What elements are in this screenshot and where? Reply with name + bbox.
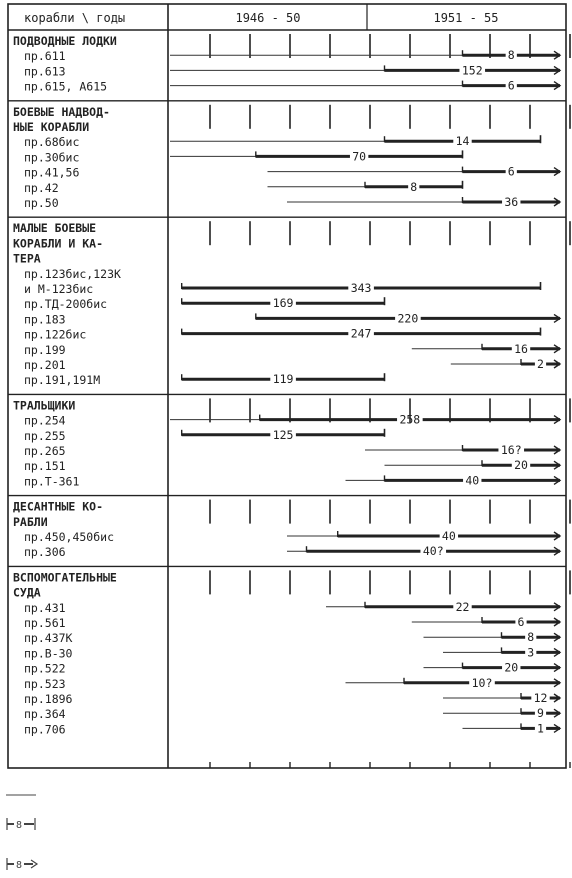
row-label: пр.523 bbox=[24, 676, 66, 691]
section-title: НЫЕ КОРАБЛИ bbox=[13, 120, 90, 134]
timeline-bar bbox=[170, 63, 560, 77]
timeline-bar bbox=[443, 691, 560, 705]
timeline-bar bbox=[287, 544, 560, 558]
timeline-bar bbox=[443, 706, 560, 720]
row-label: пр.364 bbox=[24, 707, 66, 722]
timeline-bar bbox=[170, 79, 560, 93]
ships-count: 40? bbox=[422, 544, 444, 559]
ships-count: 20 bbox=[504, 660, 519, 675]
row-label: пр.50 bbox=[24, 196, 59, 210]
row-label: пр.Т-361 bbox=[24, 474, 80, 489]
section-title: ВСПОМОГАТЕЛЬНЫЕ bbox=[13, 570, 117, 585]
ships-count: 3 bbox=[527, 645, 535, 660]
section-title: ДЕСАНТНЫЕ КО- bbox=[13, 499, 104, 514]
timeline-bar bbox=[287, 529, 560, 543]
section-title: ТЕРА bbox=[13, 251, 41, 266]
header-period-1951-55: 1951 - 55 bbox=[433, 11, 499, 25]
header-period-1946-50: 1946 - 50 bbox=[235, 11, 301, 25]
timeline-bar bbox=[346, 676, 561, 690]
timeline-bar bbox=[424, 661, 561, 675]
row-label: пр.1896 bbox=[24, 692, 73, 706]
row-label: пр.151 bbox=[24, 459, 66, 474]
timeline-bar bbox=[424, 630, 561, 644]
timeline-bar bbox=[170, 413, 560, 427]
row-label: пр.306 bbox=[24, 545, 66, 560]
row-label: пр.615, А615 bbox=[24, 79, 108, 94]
timeline-bar bbox=[182, 372, 385, 386]
ships-count: 247 bbox=[350, 326, 372, 341]
row-label: пр.254 bbox=[24, 413, 66, 428]
timeline-bar bbox=[451, 357, 560, 371]
row-label: пр.706 bbox=[24, 722, 66, 737]
ships-count: 220 bbox=[397, 311, 419, 326]
row-label: пр.265 bbox=[24, 444, 66, 458]
timeline-bar bbox=[412, 342, 560, 356]
row-label: пр.199 bbox=[24, 342, 66, 357]
row-label: пр.183 bbox=[24, 312, 66, 327]
ships-count: 70 bbox=[352, 149, 367, 164]
header-ships-years: корабли \ годы bbox=[24, 11, 126, 25]
row-label: пр.522 bbox=[24, 661, 66, 676]
timeline-bar bbox=[182, 281, 541, 295]
timeline-bar bbox=[170, 149, 463, 163]
ships-count: 16? bbox=[500, 443, 522, 457]
ships-count: 16 bbox=[514, 341, 528, 356]
ships-count: 36 bbox=[504, 195, 519, 209]
timeline-bar bbox=[256, 311, 560, 325]
ships-count: 6 bbox=[507, 78, 515, 93]
row-label: пр.68бис bbox=[24, 135, 80, 150]
ships-count: 20 bbox=[514, 458, 528, 473]
ships-count: 2 bbox=[537, 357, 544, 371]
row-label: пр.613 bbox=[24, 64, 66, 79]
timeline-bar bbox=[268, 180, 463, 194]
legend-arrow-count: 8 bbox=[15, 860, 23, 871]
timeline-bar bbox=[182, 327, 541, 341]
section-title: СУДА bbox=[13, 585, 41, 600]
ships-count: 6 bbox=[517, 615, 525, 629]
ships-count: 40 bbox=[465, 473, 480, 488]
timeline-bar bbox=[463, 721, 561, 735]
section-title: БОЕВЫЕ НАДВОД- bbox=[13, 104, 110, 119]
timeline-bar bbox=[412, 615, 560, 629]
row-label: пр.В-30 bbox=[24, 646, 73, 661]
section-title: КОРАБЛИ И КА- bbox=[13, 236, 104, 251]
section-title: МАЛЫЕ БОЕВЫЕ bbox=[13, 221, 97, 236]
row-label: пр.122бис bbox=[24, 327, 87, 342]
row-label: пр.450,450бис bbox=[24, 530, 115, 544]
ships-count: 9 bbox=[537, 706, 544, 721]
timeline-bar bbox=[287, 195, 560, 209]
ships-count: 40 bbox=[441, 529, 456, 543]
ships-count: 125 bbox=[272, 427, 294, 442]
timeline-bar bbox=[365, 443, 560, 457]
timeline-bar bbox=[443, 645, 560, 659]
ships-count: 8 bbox=[507, 48, 515, 63]
ships-count: 8 bbox=[527, 630, 535, 645]
ships-count: 169 bbox=[272, 296, 294, 311]
ships-count: 12 bbox=[533, 691, 548, 705]
ships-count: 10? bbox=[471, 675, 493, 690]
row-label: и М-123бис bbox=[24, 282, 94, 296]
timeline-bar bbox=[170, 48, 560, 62]
section-title: ПОДВОДНЫЕ ЛОДКИ bbox=[13, 34, 117, 48]
row-label: пр.201 bbox=[24, 358, 66, 372]
section-title: РАБЛИ bbox=[13, 514, 48, 529]
row-label: пр.431 bbox=[24, 600, 66, 615]
timeline-bar bbox=[326, 600, 560, 614]
ships-count: 6 bbox=[507, 164, 515, 179]
timeline-bar bbox=[182, 296, 385, 310]
ships-count: 22 bbox=[455, 599, 470, 614]
timeline-bar bbox=[268, 165, 561, 179]
ships-count: 14 bbox=[455, 134, 470, 149]
timeline-bar bbox=[182, 428, 385, 442]
legend-bracket-count: 8 bbox=[15, 820, 23, 831]
timeline-bar bbox=[385, 458, 561, 472]
ships-count: 1 bbox=[537, 721, 544, 736]
row-label: пр.42 bbox=[24, 180, 59, 195]
section-title: ТРАЛЬЩИКИ bbox=[13, 398, 76, 413]
row-label: пр.123бис,123К bbox=[24, 266, 121, 281]
row-label: пр.255 bbox=[24, 428, 66, 443]
timeline-bar bbox=[170, 134, 541, 148]
row-label: пр.ТД-200бис bbox=[24, 297, 108, 312]
row-label: пр.561 bbox=[24, 616, 66, 630]
timeline-bar bbox=[346, 473, 561, 487]
ships-count: 258 bbox=[399, 412, 421, 427]
ships-count: 152 bbox=[461, 63, 483, 78]
ships-count: 343 bbox=[350, 281, 372, 295]
row-label: пр.437К bbox=[24, 631, 73, 646]
row-label: пр.191,191М bbox=[24, 373, 101, 388]
row-label: пр.611 bbox=[24, 49, 66, 64]
row-label: пр.30бис bbox=[24, 150, 80, 165]
ships-count: 8 bbox=[410, 179, 418, 194]
row-label: пр.41,56 bbox=[24, 165, 80, 180]
ships-count: 119 bbox=[272, 372, 294, 387]
